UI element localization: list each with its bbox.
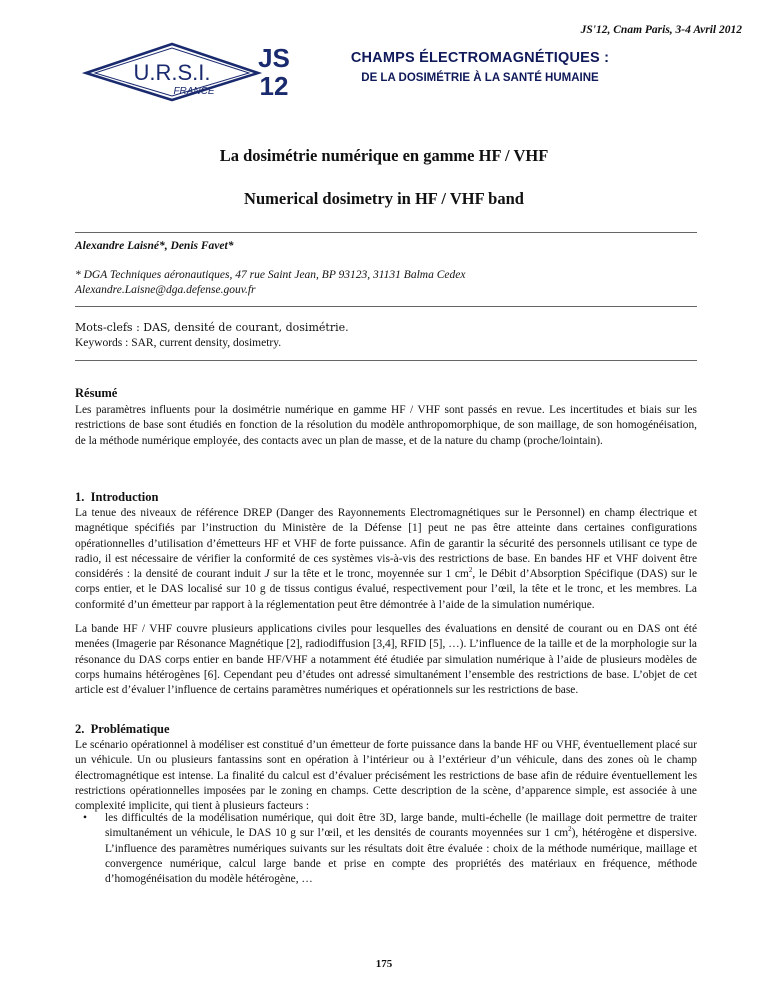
- intro-paragraph-1: La tenue des niveaux de référence DREP (Danger des Rayonnements Electromagnétiques sur le Personnel) en champ électrique et magnétique spécifiés par l’instruction du Ministère de la Défense [1] peut ne pas être atteinte dans certaines configurations opérationnelles d’utilisation d’émetteurs HF et VHF de forte puissance. Afin de garantir la sécurité des personnels utilisant ce type de radio, il est nécessaire de vérifier la conformité de ces systèmes vis-à-vis des restrictions de base. En bandes HF et VHF doivent être considérés : la densité de courant induit J sur la tête et le tronc, moyennée sur 1 $cm^2$, le Débit d’Absorption Spécifique (DAS) sur le corps entier, et le DAS localisé sur 10 g de tissus contigus évalué, respectivement pour l’œil, la tête et le tronc, et les membres. La conformité d’un émetteur par rapport à la réglementation peut être démontrée à l’aide de la simulation numérique.: [75, 507, 698, 611]
- title-french: La dosimétrie numérique en gamme HF / VHF: [219, 146, 549, 165]
- bullet-list: [75, 811, 697, 887]
- keywords-en: Keywords : SAR, current density, dosimetry.: [75, 336, 282, 349]
- abstract-text: Les paramètres influents pour la dosimétrie numérique en gamme HF / VHF sont passés en revue. Les incertitudes et biais sur les restrictions de base sont étudiés en fonction de la résolution du modèle anthropomorphique, de son maillage, de son homogénéisation, de la méthode numérique employée, des contacts avec un plan de masse, et de la nature du champ (proche/lointain).: [75, 404, 697, 447]
- affiliation: [75, 268, 465, 298]
- divider-affiliation: [75, 306, 697, 307]
- bullet-item-1: les difficultés de la modélisation numérique, qui doit être 3D, large bande, multi-échelle (le maillage doit permettre de traiter simultanément un véhicule, le DAS 10 g sur l’œil, et les densités de courants moyennées sur 1 $cm^2$), hétérogène et dispersive. L’influence des paramètres numériques suivants sur les résultats doit être évaluée : choix de la méthode numérique, maillage et convergence numérique, calcul large bande et prise en compte des propriétés des matériaux en fréquence, méthode d’homogénéisation du modèle hétérogène, …: [105, 812, 698, 886]
- ursi-js12-logo: [82, 40, 292, 102]
- logo-ursi-text: U.R.S.I.: [133, 60, 211, 85]
- divider-top: [75, 232, 697, 233]
- title-english: Numerical dosimetry in HF / VHF band: [244, 189, 524, 208]
- affiliation-address: * DGA Techniques aéronautiques, 47 rue Saint Jean, BP 93123, 31131 Balma Cedex: [75, 269, 466, 281]
- keywords-fr: Mots-clefs : DAS, densité de courant, dosimétrie.: [75, 321, 349, 334]
- section-1-heading: 1. Introduction: [75, 490, 159, 504]
- theme-banner: [300, 50, 660, 84]
- logo-js-text: JS: [258, 43, 290, 73]
- problem-paragraph-1: Le scénario opérationnel à modéliser est constitué d’un émetteur de forte puissance dans la bande HF ou VHF, éventuellement placé sur un véhicule. Un ou plusieurs fantassins sont en opération à l’intérieur ou à l’extérieur d’un véhicule, dans des zones où le champ électromagnétique est intense. La finalité du calcul est d’évaluer précisément les restrictions de base afin de réduire éventuellement les restrictions opérationnelles imposées par le zoning en champs. Cette description de la scène, d’apparence simple, est associée à une complexité implicite, qui tient à plusieurs facteurs :: [75, 739, 697, 813]
- affiliation-email: Alexandre.Laisne@dga.defense.gouv.fr: [75, 284, 256, 296]
- logo-year-text: 12: [259, 71, 289, 101]
- page-number: 175: [375, 958, 393, 970]
- intro-paragraph-2: La bande HF / VHF couvre plusieurs applications civiles pour lesquelles des évaluations en densité de courant ou en DAS ont été menées (Imagerie par Résonance Magnétique [2], radiodiffusion [3,4], RFID [5], …). L’influence de la taille et de la morphologie sur la résonance du DAS corps entier en bande HF/VHF a notamment été étudiée par simulation numérique à l’aide de plusieurs modèles de corps humains hétérogènes [6]. Cependant peu d’études ont adressé simultanément l’ensemble des restrictions de base. L’objet de cet article est d’évaluer l’influence de certains paramètres numériques et opérationnels sur les restrictions de base.: [75, 623, 697, 697]
- abstract-heading: Résumé: [75, 386, 118, 400]
- theme-line-1: CHAMPS ÉLECTROMAGNÉTIQUES :: [350, 50, 610, 66]
- conference-header: JS'12, Cnam Paris, 3-4 Avril 2012: [580, 24, 742, 36]
- logo-france-text: FRANCE: [173, 86, 215, 97]
- section-2-heading: 2. Problématique: [75, 722, 170, 736]
- theme-line-2: DE LA DOSIMÉTRIE À LA SANTÉ HUMAINE: [361, 72, 599, 84]
- divider-keywords: [75, 360, 697, 361]
- authors: Alexandre Laisné*, Denis Favet*: [75, 240, 234, 252]
- bullet-marker: •: [83, 812, 87, 824]
- keywords-block: [75, 320, 349, 351]
